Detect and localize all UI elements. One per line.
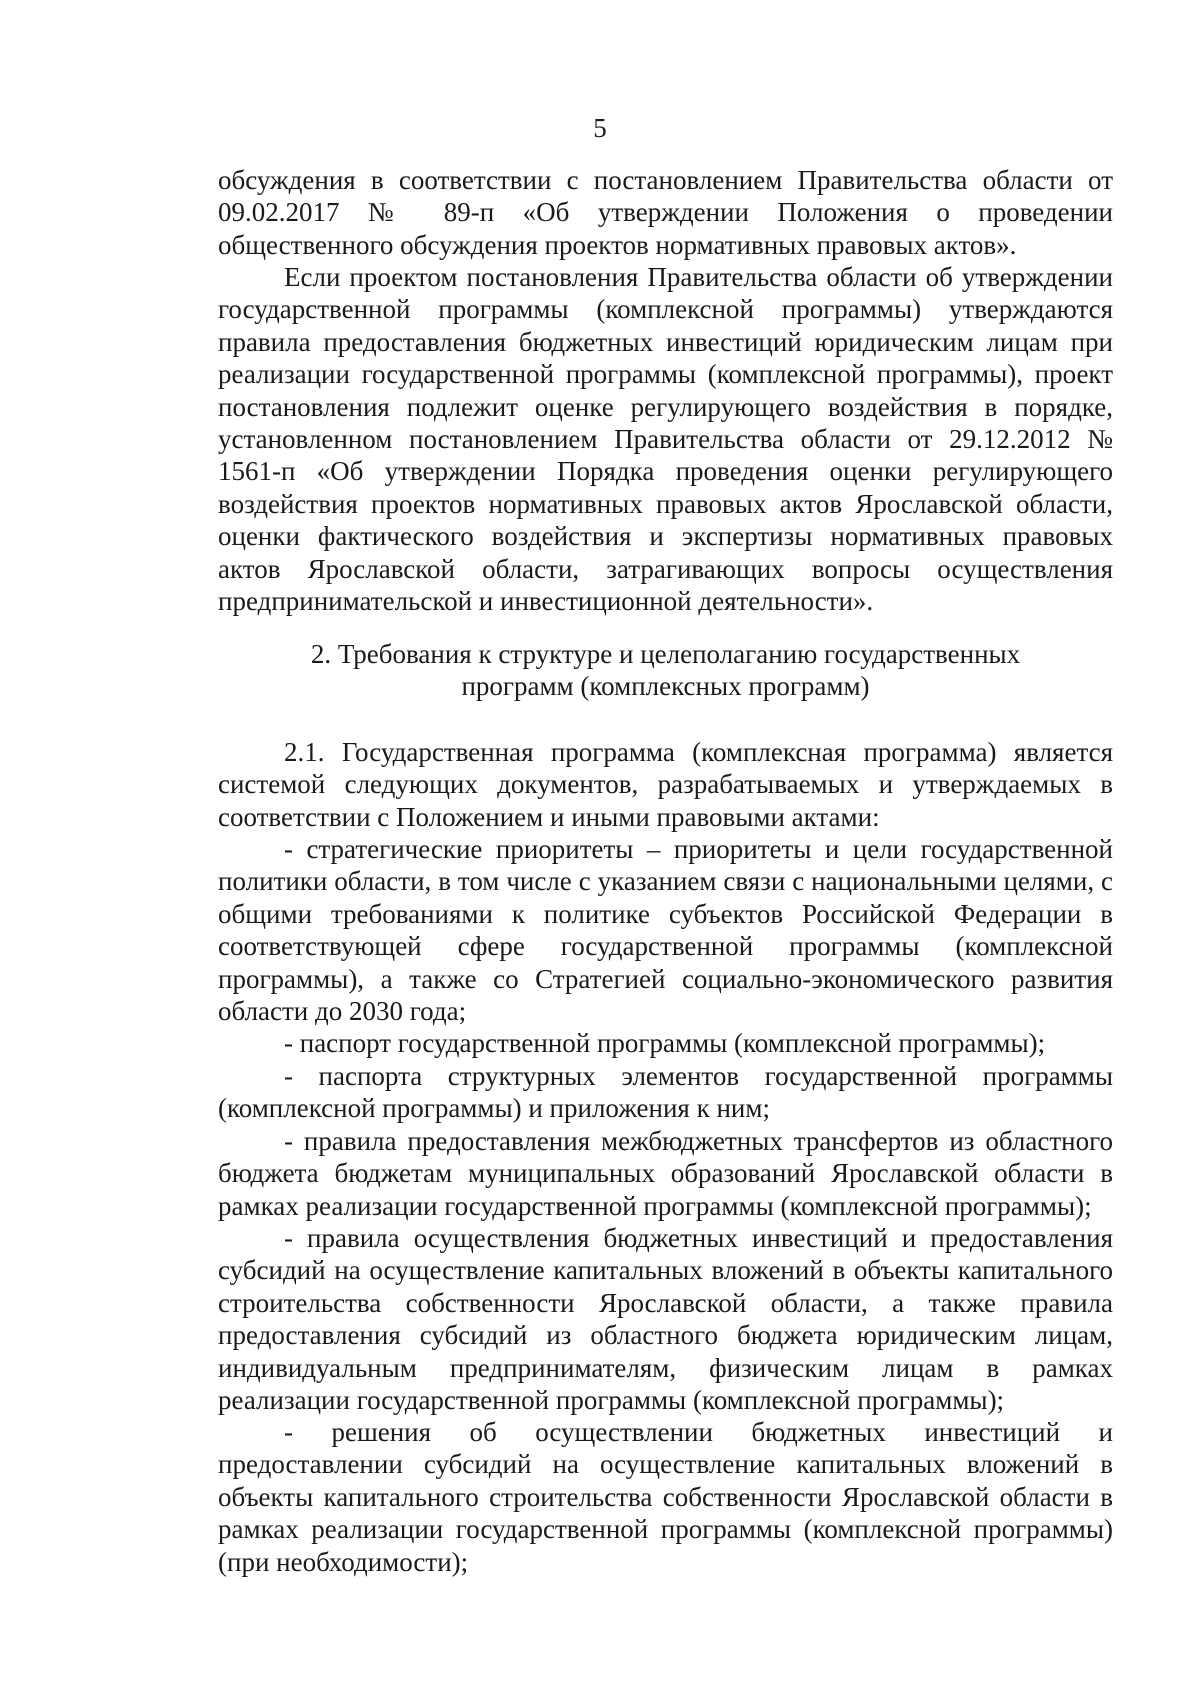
- section-heading: [218, 638, 1113, 703]
- paragraph-regulatory-assessment: Если проектом постановления Правительства области об утверждении государственной программы (комплексной программы) утверждаются правила предоставления бюджетных инвестиций юридическим лицам при реализации государственной программы (комплексной программы), проект постановления подлежит оценке регулирующего воздействия в порядке, установленном постановлением Правительства области от 29.12.2012 № 1561-п «Об утверждении Порядка проведения оценки регулирующего воздействия проектов нормативных правовых актов Ярославской области, оценки фактического воздействия и экспертизы нормативных правовых актов Ярославской области, затрагивающих вопросы осуществления предпринимательской и инвестиционной деятельности».: [218, 262, 1113, 617]
- list-item-structural-passports: - паспорта структурных элементов государственной программы (комплексной программы) и приложения к ним;: [218, 1061, 1113, 1124]
- list-item-strategic-priorities: - стратегические приоритеты – приоритеты и цели государственной политики области, в том числе с указанием связи с национальными целями, с общими требованиями к политике субъектов Российской Федерации в соответствующей сфере государственной программы (комплексной программы), а также со Стратегией социально-экономического развития области до 2030 года;: [218, 834, 1113, 1027]
- list-item-interbudget-transfers: - правила предоставления межбюджетных трансфертов из областного бюджета бюджетам муниципальных образований Ярославской области в рамках реализации государственной программы (комплексной программы);: [218, 1126, 1113, 1221]
- section-heading-line-1: 2. Требования к структуре и целеполаганию государственных: [310, 639, 1021, 669]
- list-item-program-passport: - паспорт государственной программы (комплексной программы);: [284, 1028, 1046, 1058]
- list-item-investment-rules: - правила осуществления бюджетных инвестиций и предоставления субсидий на осуществление капитальных вложений в объекты капитального строительства собственности Ярославской области, а также правила предоставления субсидий из областного бюджета юридическим лицам, индивидуальным предпринимателям, физическим лицам в рамках реализации государственной программы (комплексной программы);: [218, 1223, 1113, 1416]
- paragraph-continuation: обсуждения в соответствии с постановлением Правительства области от 09.02.2017 № 89-п «Об утверждении Положения о проведении общественного обсуждения проектов нормативных правовых актов».: [218, 165, 1113, 260]
- page-number: 5: [593, 113, 607, 143]
- section-heading-line-2: программ (комплексных программ): [461, 671, 870, 702]
- list-item-investment-decisions: - решения об осуществлении бюджетных инвестиций и предоставлении субсидий на осуществление капитальных вложений в объекты капитального строительства собственности Ярославской области в рамках реализации государственной программы (комплексной программы) (при необходимости);: [218, 1417, 1113, 1577]
- paragraph-2-1: 2.1. Государственная программа (комплексная программа) является системой следующих документов, разрабатываемых и утверждаемых в соответствии с Положением и иными правовыми актами:: [218, 737, 1113, 832]
